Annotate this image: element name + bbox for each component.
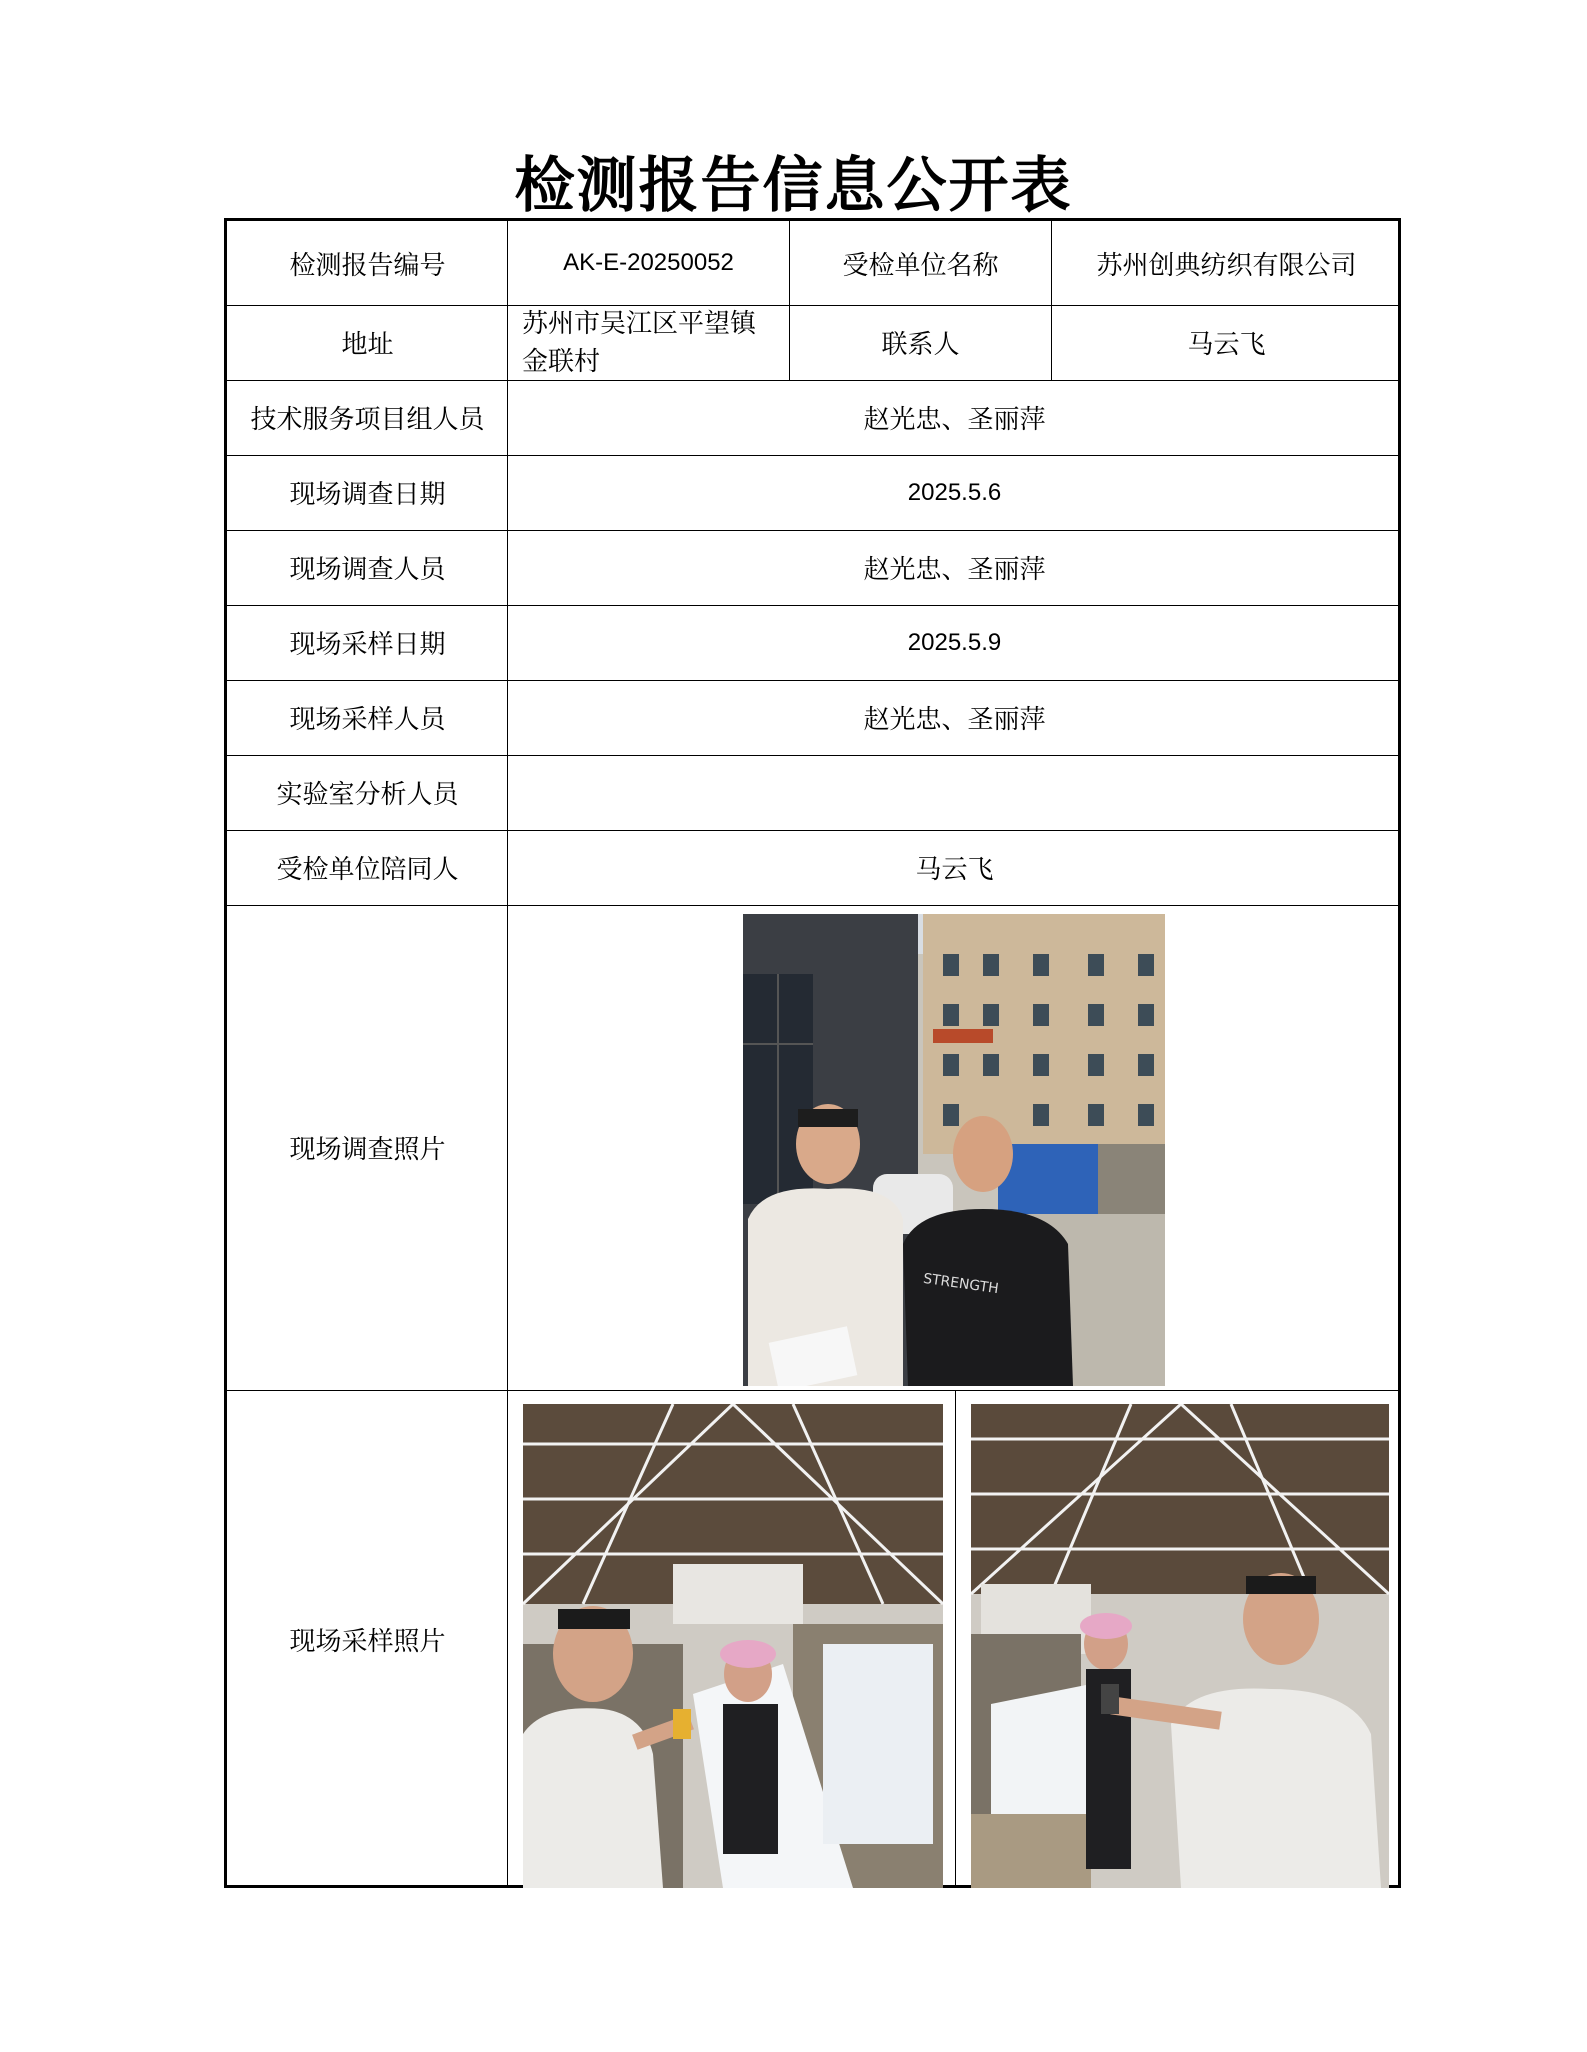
survey-photo	[743, 914, 1165, 1386]
survey-staff-label: 现场调查人员	[289, 555, 446, 585]
lab-staff-value	[508, 755, 1401, 830]
address-label: 地址	[341, 330, 394, 360]
report-no-value: AK-E-20250052	[563, 249, 734, 276]
sampling-date-label: 现场采样日期	[289, 630, 446, 660]
unit-name-value: 苏州创典纺织有限公司	[1096, 250, 1357, 281]
address-line-1: 苏州市吴江区平望镇	[522, 308, 757, 339]
survey-staff-value: 赵光忠、圣丽萍	[863, 555, 1046, 585]
shirt-print: STRENGTH	[922, 1270, 1000, 1298]
survey-date-value: 2025.5.6	[907, 478, 1002, 506]
unit-name-label: 受检单位名称	[842, 250, 999, 281]
page-title: 检测报告信息公开表	[514, 151, 1073, 221]
contact-value: 马云飞	[1187, 330, 1266, 360]
report-no-label: 检测报告编号	[289, 250, 446, 281]
survey-photo-label: 现场调查照片	[289, 1135, 446, 1165]
sampling-photo-label: 现场采样照片	[289, 1626, 446, 1657]
sampling-staff-value: 赵光忠、圣丽萍	[863, 705, 1046, 735]
sampling-date-value: 2025.5.9	[907, 628, 1002, 656]
address-line-2: 金联村	[522, 346, 601, 377]
contact-label: 联系人	[881, 330, 960, 360]
address-value	[508, 305, 789, 380]
sampling-photo-2	[971, 1404, 1389, 1888]
sampling-staff-label: 现场采样人员	[289, 705, 446, 735]
sampling-photo-1	[523, 1404, 943, 1888]
team-label: 技术服务项目组人员	[250, 405, 485, 435]
info-table	[224, 218, 1401, 1888]
escort-value: 马云飞	[915, 855, 994, 885]
team-value: 赵光忠、圣丽萍	[863, 405, 1046, 435]
escort-label: 受检单位陪同人	[276, 855, 459, 885]
lab-staff-label: 实验室分析人员	[276, 780, 459, 810]
survey-date-label: 现场调查日期	[289, 480, 446, 510]
